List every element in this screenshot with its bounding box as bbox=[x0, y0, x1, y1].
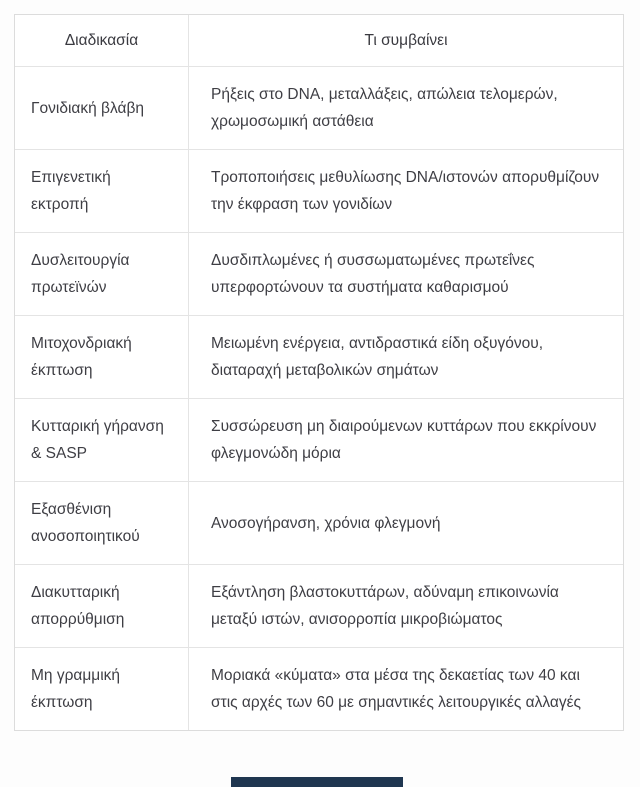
cell-process: Κυτταρική γήρανση & SASP bbox=[15, 399, 189, 481]
cell-process: Δυσλειτουργία πρωτεϊνών bbox=[15, 233, 189, 315]
cell-description: Μοριακά «κύματα» στα μέσα της δεκαετίας των 40 και στις αρχές των 60 με σημαντικές λειτουργικές αλλαγές bbox=[211, 667, 581, 711]
cell-process: Διακυτταρική απορρύθμιση bbox=[15, 565, 189, 647]
cell-process: Μιτοχονδριακή έκπτωση bbox=[15, 316, 189, 398]
table-row bbox=[15, 149, 623, 232]
cell-description: Εξάντληση βλαστοκυττάρων, αδύναμη επικοινωνία μεταξύ ιστών, ανισορροπία μικροβιώματος bbox=[211, 584, 559, 628]
cell-process: Γονιδιακή βλάβη bbox=[15, 67, 189, 149]
cell-process: Επιγενετική εκτροπή bbox=[15, 150, 189, 232]
table-header-row bbox=[15, 15, 623, 66]
table-row bbox=[15, 647, 623, 730]
table-row bbox=[15, 232, 623, 315]
partial-bottom-bar bbox=[231, 777, 403, 787]
aging-processes-table bbox=[14, 14, 624, 731]
table-row bbox=[15, 481, 623, 564]
cell-description: Τροποποιήσεις μεθυλίωσης DNA/ιστονών απορυθμίζουν την έκφραση των γονιδίων bbox=[211, 169, 600, 213]
cell-description: Μειωμένη ενέργεια, αντιδραστικά είδη οξυγόνου, διαταραχή μεταβολικών σημάτων bbox=[211, 335, 544, 379]
table-row bbox=[15, 66, 623, 149]
cell-process: Μη γραμμική έκπτωση bbox=[15, 648, 189, 730]
cell-description: Συσσώρευση μη διαιρούμενων κυττάρων που εκκρίνουν φλεγμονώδη μόρια bbox=[211, 418, 597, 462]
table-row bbox=[15, 398, 623, 481]
cell-description: Δυσδιπλωμένες ή συσσωματωμένες πρωτεΐνες υπερφορτώνουν τα συστήματα καθαρισμού bbox=[211, 252, 535, 296]
table-row bbox=[15, 315, 623, 398]
cell-process: Εξασθένιση ανοσοποιητικού bbox=[15, 482, 189, 564]
cell-description: Ρήξεις στο DNA, μεταλλάξεις, απώλεια τελομερών, χρωμοσωμική αστάθεια bbox=[211, 86, 558, 130]
table-row bbox=[15, 564, 623, 647]
cell-description: Ανοσογήρανση, χρόνια φλεγμονή bbox=[211, 514, 441, 532]
header-process: Διαδικασία bbox=[15, 15, 189, 66]
header-description: Τι συμβαίνει bbox=[364, 32, 448, 49]
